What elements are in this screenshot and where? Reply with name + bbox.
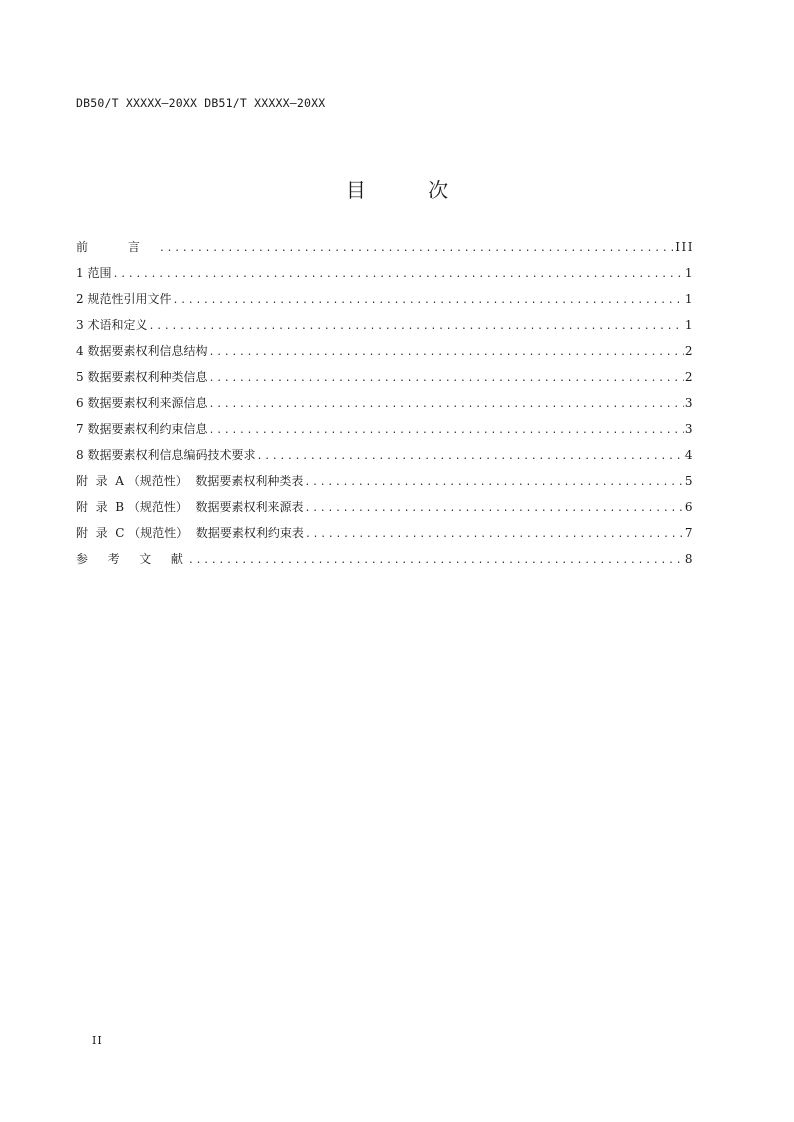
toc-entry-label: 8 数据要素权利信息编码技术要求 bbox=[76, 448, 256, 462]
toc-entry-foreword[interactable] bbox=[76, 238, 694, 264]
toc-leader-dots bbox=[188, 555, 684, 566]
toc-entry-terms-definitions[interactable] bbox=[76, 316, 694, 342]
table-of-contents bbox=[76, 238, 694, 576]
toc-title: 目 次 bbox=[345, 178, 477, 202]
toc-entry-label: 6 数据要素权利来源信息 bbox=[76, 396, 208, 410]
toc-entry-label: 附 录 A （规范性） 数据要素权利种类表 bbox=[76, 474, 304, 488]
toc-entry-page: 3 bbox=[684, 396, 694, 410]
toc-leader-dots bbox=[256, 451, 683, 462]
toc-entry-label: 2 规范性引用文件 bbox=[76, 292, 172, 306]
toc-entry-label: 附 录 C （规范性） 数据要素权利约束表 bbox=[76, 526, 304, 540]
toc-leader-dots bbox=[208, 373, 683, 384]
toc-entry-page: 2 bbox=[684, 370, 694, 384]
standard-code-header: DB50/T XXXXX—20XX DB51/T XXXXX—20XX bbox=[76, 96, 326, 110]
toc-entry-appendix-b[interactable] bbox=[76, 498, 694, 524]
toc-entry-page: 7 bbox=[684, 526, 694, 540]
toc-leader-dots bbox=[208, 425, 683, 436]
toc-entry-page: 1 bbox=[684, 266, 694, 280]
toc-entry-label: 7 数据要素权利约束信息 bbox=[76, 422, 208, 436]
toc-leader-dots bbox=[112, 269, 683, 280]
toc-entry-rights-constraints[interactable] bbox=[76, 420, 694, 446]
toc-entry-label: 参 考 文 献 bbox=[76, 552, 187, 566]
toc-leader-dots bbox=[208, 399, 683, 410]
toc-entry-normative-references[interactable] bbox=[76, 290, 694, 316]
toc-entry-label: 1 范围 bbox=[76, 266, 112, 280]
toc-entry-label: 4 数据要素权利信息结构 bbox=[76, 344, 208, 358]
toc-leader-dots bbox=[148, 321, 683, 332]
toc-entry-page: 2 bbox=[684, 344, 694, 358]
toc-entry-structure[interactable] bbox=[76, 342, 694, 368]
toc-entry-page: 1 bbox=[684, 292, 694, 306]
toc-entry-bibliography[interactable] bbox=[76, 550, 694, 576]
toc-leader-dots bbox=[208, 347, 683, 358]
toc-entry-page: 1 bbox=[684, 318, 694, 332]
toc-entry-label: 前 言 bbox=[76, 240, 158, 254]
toc-entry-label: 5 数据要素权利种类信息 bbox=[76, 370, 208, 384]
toc-entry-page: 5 bbox=[684, 474, 694, 488]
toc-entry-page: 4 bbox=[684, 448, 694, 462]
toc-leader-dots bbox=[159, 243, 674, 254]
toc-entry-page: 3 bbox=[684, 422, 694, 436]
toc-entry-rights-types[interactable] bbox=[76, 368, 694, 394]
toc-entry-rights-sources[interactable] bbox=[76, 394, 694, 420]
toc-entry-page: III bbox=[675, 240, 694, 254]
toc-entry-encoding-requirements[interactable] bbox=[76, 446, 694, 472]
toc-entry-label: 附 录 B （规范性） 数据要素权利来源表 bbox=[76, 500, 304, 514]
toc-leader-dots bbox=[304, 477, 683, 488]
toc-leader-dots bbox=[172, 295, 683, 306]
page-number: II bbox=[92, 1034, 103, 1047]
toc-entry-page: 6 bbox=[684, 500, 694, 514]
toc-entry-label: 3 术语和定义 bbox=[76, 318, 148, 332]
toc-entry-appendix-a[interactable] bbox=[76, 472, 694, 498]
toc-leader-dots bbox=[305, 503, 684, 514]
toc-entry-scope[interactable] bbox=[76, 264, 694, 290]
toc-leader-dots bbox=[305, 529, 684, 540]
toc-entry-appendix-c[interactable] bbox=[76, 524, 694, 550]
toc-entry-page: 8 bbox=[684, 552, 694, 566]
